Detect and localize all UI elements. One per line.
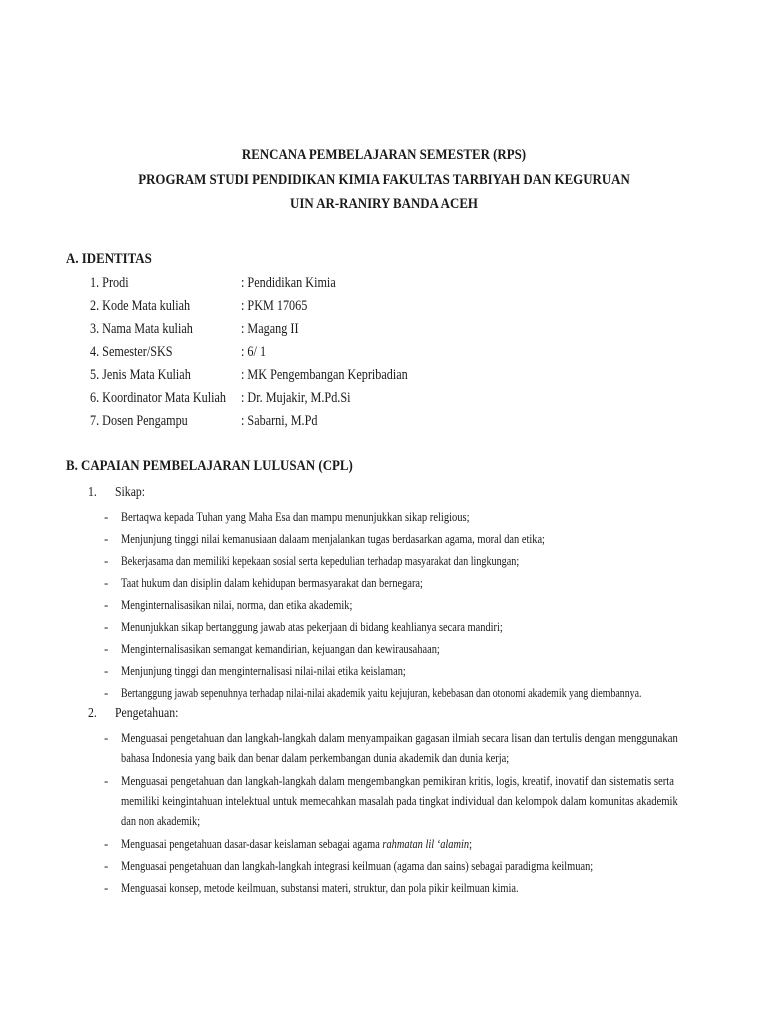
list-dash: -: [104, 858, 109, 873]
identitas-label: 3. Nama Mata kuliah: [90, 321, 193, 337]
list-item-line: dan non akademik;: [121, 813, 201, 828]
list-item: Menguasai pengetahuan dan langkah-langkah integrasi keilmuan (agama dan sains) sebagai paradigma keilmuan;: [121, 858, 594, 873]
list-item: Menjunjung tinggi nilai kemanusiaan dalaam menjalankan tugas berdasarkan agama, moral dan etika;: [121, 531, 545, 546]
list-item: Bertanggung jawab sepenuhnya terhadap nilai-nilai akademik yaitu kejujuran, kebebasan dan otonomi akademik yang diembannya.: [121, 685, 642, 700]
identitas-label: 5. Jenis Mata Kuliah: [90, 367, 191, 383]
list-dash: -: [104, 509, 109, 524]
list-number: 1.: [88, 485, 97, 500]
identitas-value: : 6/ 1: [241, 344, 267, 360]
list-dash: -: [104, 531, 109, 546]
list-dash: -: [104, 553, 109, 568]
italic-term: rahmatan lil ‘alamin: [382, 836, 470, 851]
identitas-value: : Sabarni, M.Pd: [241, 413, 318, 429]
list-dash: -: [104, 773, 109, 788]
doc-title-line-1: RENCANA PEMBELAJARAN SEMESTER (RPS): [241, 147, 527, 163]
list-item: Menginternalisasikan semangat kemandirian, kejuangan dan kewirausahaan;: [121, 641, 440, 656]
section-cpl-heading: B. CAPAIAN PEMBELAJARAN LULUSAN (CPL): [66, 458, 353, 474]
identitas-label: 2. Kode Mata kuliah: [90, 298, 191, 314]
list-item: Menunjukkan sikap bertanggung jawab atas pekerjaan di bidang keahlianya secara mandiri;: [121, 619, 503, 634]
list-dash: -: [104, 730, 109, 745]
list-dash: -: [104, 663, 109, 678]
identitas-label: 4. Semester/SKS: [90, 344, 173, 360]
list-item: Bekerjasama dan memiliki kepekaan sosial serta kepedulian terhadap masyarakat dan lingkungan;: [121, 553, 520, 568]
sikap-label: Sikap:: [115, 485, 146, 500]
doc-title-line-3: UIN AR-RANIRY BANDA ACEH: [290, 196, 478, 212]
list-item-line: memiliki keingintahuan intelektual untuk memecahkan masalah pada tingkat individual dan kelompok dalam komunitas akademik: [121, 793, 678, 808]
list-item: Taat hukum dan disiplin dalam kehidupan bermasyarakat dan bernegara;: [121, 575, 423, 590]
pengetahuan-label: Pengetahuan:: [115, 706, 179, 721]
list-dash: -: [104, 880, 109, 895]
identitas-label: 6. Koordinator Mata Kuliah: [90, 390, 226, 406]
list-dash: -: [104, 619, 109, 634]
identitas-label: 1. Prodi: [90, 275, 129, 291]
list-item-line: bahasa Indonesia yang baik dan benar dalam perkembangan dunia akademik dan dunia kerja;: [121, 750, 510, 765]
identitas-label: 7. Dosen Pengampu: [90, 413, 188, 429]
list-item-line: Menguasai pengetahuan dan langkah-langkah dalam menyampaikan gagasan ilmiah secara lisan dan tertulis dengan menggunakan: [121, 730, 678, 745]
list-item: Menginternalisasikan nilai, norma, dan etika akademik;: [121, 597, 353, 612]
identitas-value: : Pendidikan Kimia: [241, 275, 336, 291]
list-item: Menguasai pengetahuan dasar-dasar keislaman sebagai agama rahmatan lil ‘alamin;: [121, 836, 472, 851]
doc-title-line-2: PROGRAM STUDI PENDIDIKAN KIMIA FAKULTAS TARBIYAH DAN KEGURUAN: [138, 172, 630, 188]
list-number: 2.: [88, 706, 97, 721]
section-identitas-heading: A. IDENTITAS: [66, 251, 152, 267]
list-dash: -: [104, 641, 109, 656]
list-dash: -: [104, 836, 109, 851]
list-item-line: Menguasai pengetahuan dan langkah-langkah dalam mengembangkan pemikiran kritis, logis, kreatif, inovatif dan sistematis serta: [121, 773, 674, 788]
list-dash: -: [104, 685, 109, 700]
list-item: Menguasai konsep, metode keilmuan, substansi materi, struktur, dan pola pikir keilmuan kimia.: [121, 880, 519, 895]
identitas-value: : MK Pengembangan Kepribadian: [241, 367, 408, 383]
list-item: Bertaqwa kepada Tuhan yang Maha Esa dan mampu menunjukkan sikap religious;: [121, 509, 470, 524]
list-dash: -: [104, 597, 109, 612]
identitas-value: : Magang II: [241, 321, 299, 337]
identitas-value: : Dr. Mujakir, M.Pd.Si: [241, 390, 351, 406]
identitas-value: : PKM 17065: [241, 298, 308, 314]
list-item: Menjunjung tinggi dan menginternalisasi nilai-nilai etika keislaman;: [121, 663, 406, 678]
list-dash: -: [104, 575, 109, 590]
